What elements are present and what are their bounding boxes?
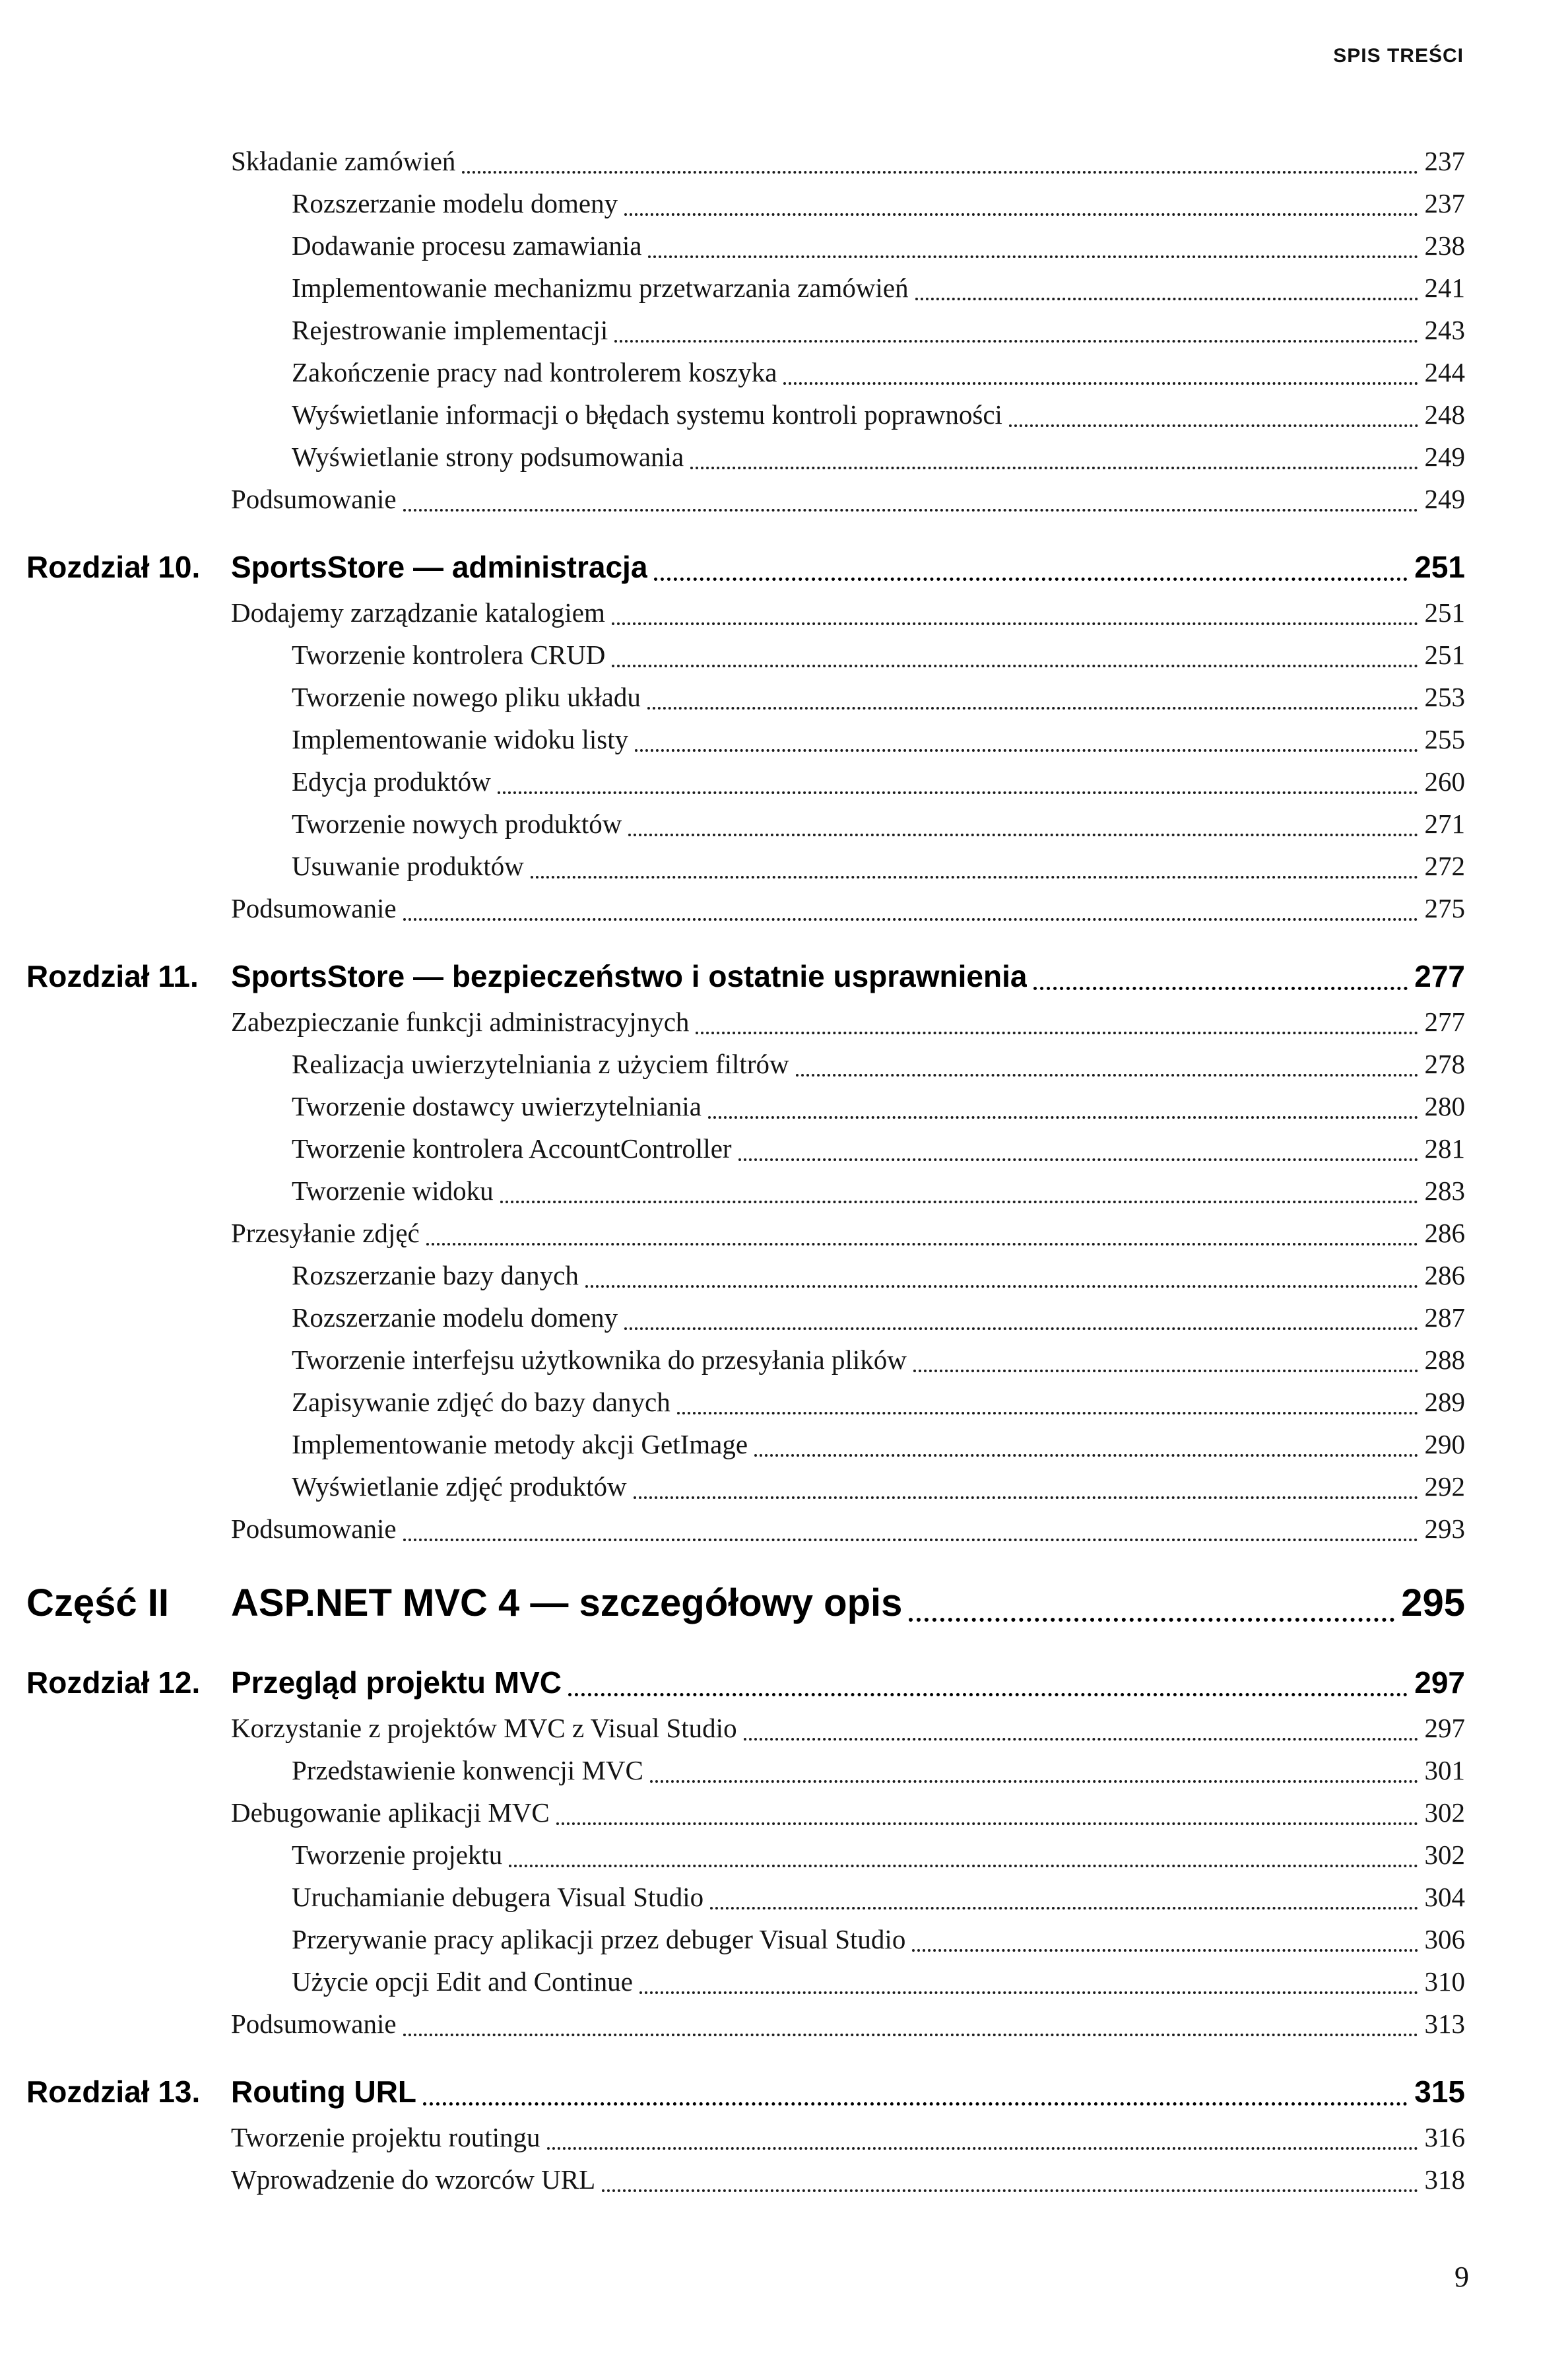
page-number: 271	[1424, 809, 1465, 839]
entry-title: Tworzenie interfejsu użytkownika do przesyłania plików	[292, 1345, 907, 1375]
entry-title: Przedstawienie konwencji MVC	[292, 1755, 643, 1785]
toc-entry	[231, 351, 1465, 393]
dot-leader	[708, 1116, 1418, 1119]
toc-entry	[231, 634, 1465, 676]
entry-title: Implementowanie mechanizmu przetwarzania zamówień	[292, 273, 909, 303]
entry-title: Użycie opcji Edit and Continue	[292, 1966, 633, 1997]
page-number: 260	[1424, 766, 1465, 797]
page-number: 251	[1424, 597, 1465, 628]
toc	[26, 140, 1465, 2201]
page-number: 278	[1424, 1049, 1465, 1079]
toc-entry	[231, 1043, 1465, 1085]
entry-title: Tworzenie widoku	[292, 1176, 494, 1206]
entry-title: Podsumowanie	[231, 893, 397, 923]
toc-entry	[231, 140, 1465, 182]
running-head: SPIS TREŚCI	[1333, 45, 1464, 67]
dot-leader	[403, 918, 1418, 921]
page-number: 277	[1414, 959, 1465, 993]
dot-leader	[639, 1991, 1418, 1994]
chapter-heading	[26, 952, 1465, 1001]
dot-leader	[634, 1496, 1418, 1499]
page-number: 248	[1424, 399, 1465, 430]
page-number: 304	[1424, 1882, 1465, 1912]
toc-entry	[231, 1001, 1465, 1043]
dot-leader	[403, 1539, 1418, 1541]
page-number: 237	[1424, 146, 1465, 176]
entry-title: Implementowanie widoku listy	[292, 724, 629, 754]
toc-entry	[231, 436, 1465, 478]
page-number: 237	[1424, 188, 1465, 218]
dot-leader	[1009, 424, 1418, 427]
dot-leader	[635, 749, 1418, 752]
dot-leader	[754, 1454, 1418, 1457]
dot-leader	[913, 1370, 1418, 1372]
dot-leader	[677, 1412, 1418, 1414]
page-number: 288	[1424, 1345, 1465, 1375]
toc-entry	[231, 1707, 1465, 1749]
page-number: 251	[1414, 550, 1465, 584]
dot-leader	[556, 1822, 1418, 1825]
page-number: 283	[1424, 1176, 1465, 1206]
page-number: 302	[1424, 1797, 1465, 1828]
dot-leader	[650, 1780, 1418, 1783]
chapter-title: Routing URL	[231, 2075, 417, 2109]
dot-leader	[648, 255, 1418, 258]
chapter-title: Przegląd projektu MVC	[231, 1665, 562, 1700]
entry-title: Podsumowanie	[231, 1513, 397, 1544]
chapter-heading	[26, 1658, 1465, 1707]
toc-entry	[231, 478, 1465, 520]
entry-title: Zakończenie pracy nad kontrolerem koszyka	[292, 357, 777, 387]
entry-title: Rozszerzanie modelu domeny	[292, 1302, 618, 1333]
dot-leader	[426, 1243, 1418, 1246]
page-number: 302	[1424, 1840, 1465, 1870]
dot-leader	[690, 467, 1418, 469]
dot-leader	[614, 340, 1418, 343]
page-number: 281	[1424, 1133, 1465, 1164]
toc-entry	[231, 1339, 1465, 1381]
dot-leader	[612, 622, 1418, 625]
page-number: 238	[1424, 230, 1465, 261]
chapter-heading	[26, 543, 1465, 591]
entry-title: Tworzenie nowych produktów	[292, 809, 622, 839]
page-number: 297	[1414, 1665, 1465, 1700]
toc-entry	[231, 267, 1465, 309]
dot-leader	[628, 834, 1418, 836]
dot-leader	[647, 707, 1418, 710]
toc-entry	[231, 1508, 1465, 1550]
chapter-label: Rozdział 11.	[26, 959, 199, 993]
entry-title: Tworzenie projektu routingu	[231, 2122, 540, 2152]
chapter-label: Rozdział 13.	[26, 2075, 201, 2109]
dot-leader	[915, 298, 1418, 300]
page-number: 306	[1424, 1924, 1465, 1954]
toc-entry	[231, 718, 1465, 760]
toc-entry	[231, 591, 1465, 634]
dot-leader	[500, 1201, 1418, 1203]
entry-title: Zabezpieczanie funkcji administracyjnych	[231, 1007, 690, 1037]
toc-entry	[231, 676, 1465, 718]
toc-entry	[231, 1791, 1465, 1834]
entry-title: Wyświetlanie zdjęć produktów	[292, 1471, 627, 1502]
page-number: 277	[1424, 1007, 1465, 1037]
page-number: 275	[1424, 893, 1465, 923]
part-title: ASP.NET MVC 4 — szczegółowy opis	[231, 1581, 903, 1624]
toc-entry	[231, 803, 1465, 845]
toc-entry	[231, 760, 1465, 803]
entry-title: Tworzenie kontrolera AccountController	[292, 1133, 732, 1164]
page-number: 297	[1424, 1713, 1465, 1743]
dot-leader	[568, 1693, 1408, 1696]
dot-leader	[403, 509, 1418, 512]
page-number: 251	[1424, 640, 1465, 670]
toc-entry	[231, 2003, 1465, 2045]
toc-entry	[231, 1465, 1465, 1508]
part-heading	[26, 1571, 1465, 1636]
page-number: 292	[1424, 1471, 1465, 1502]
chapter-title: SportsStore — bezpieczeństwo i ostatnie usprawnienia	[231, 959, 1028, 993]
page-number: 272	[1424, 851, 1465, 881]
entry-title: Wyświetlanie strony podsumowania	[292, 442, 684, 472]
toc-entry	[231, 1085, 1465, 1127]
entry-title: Rejestrowanie implementacji	[292, 315, 608, 345]
dot-leader	[738, 1158, 1418, 1161]
toc-entry	[231, 2116, 1465, 2158]
entry-title: Podsumowanie	[231, 484, 397, 514]
toc-entry	[231, 1212, 1465, 1254]
entry-title: Tworzenie kontrolera CRUD	[292, 640, 606, 670]
entry-title: Realizacja uwierzytelniania z użyciem filtrów	[292, 1049, 789, 1079]
dot-leader	[585, 1285, 1418, 1288]
page-number: 295	[1401, 1581, 1465, 1624]
toc-entry	[231, 393, 1465, 436]
entry-title: Wprowadzenie do wzorców URL	[231, 2164, 596, 2195]
entry-title: Rozszerzanie bazy danych	[292, 1260, 579, 1290]
page-number: 280	[1424, 1091, 1465, 1121]
dot-leader	[912, 1949, 1418, 1952]
page-number: 244	[1424, 357, 1465, 387]
entry-title: Tworzenie projektu	[292, 1840, 503, 1870]
entry-title: Zapisywanie zdjęć do bazy danych	[292, 1387, 670, 1417]
toc-entry	[231, 1876, 1465, 1918]
toc-entry	[231, 224, 1465, 267]
page-number: 249	[1424, 442, 1465, 472]
page-number: 301	[1424, 1755, 1465, 1785]
dot-leader	[744, 1738, 1418, 1741]
dot-leader	[696, 1032, 1418, 1034]
page-number: 310	[1424, 1966, 1465, 1997]
page-number: 243	[1424, 315, 1465, 345]
page-number: 286	[1424, 1260, 1465, 1290]
dot-leader	[796, 1074, 1418, 1077]
dot-leader	[462, 171, 1418, 174]
entry-title: Podsumowanie	[231, 2009, 397, 2039]
chapter-heading	[26, 2067, 1465, 2116]
toc-entry	[231, 1423, 1465, 1465]
entry-title: Wyświetlanie informacji o błędach systemu kontroli poprawności	[292, 399, 1002, 430]
dot-leader	[602, 2189, 1418, 2192]
page-number: 286	[1424, 1218, 1465, 1248]
toc-entry	[231, 1296, 1465, 1339]
toc-entry	[231, 1254, 1465, 1296]
entry-title: Rozszerzanie modelu domeny	[292, 188, 618, 218]
dot-leader	[1033, 987, 1408, 990]
toc-entry	[231, 1834, 1465, 1876]
dot-leader	[547, 2147, 1418, 2150]
dot-leader	[509, 1865, 1418, 1867]
entry-title: Tworzenie dostawcy uwierzytelniania	[292, 1091, 702, 1121]
toc-entry	[231, 309, 1465, 351]
chapter-label: Rozdział 10.	[26, 550, 201, 584]
page-number: 315	[1414, 2075, 1465, 2109]
dot-leader	[624, 1327, 1418, 1330]
page-number: 290	[1424, 1429, 1465, 1459]
dot-leader	[624, 213, 1418, 216]
toc-entry	[231, 887, 1465, 929]
toc-entry	[231, 845, 1465, 887]
toc-entry	[231, 1170, 1465, 1212]
chapter-label: Rozdział 12.	[26, 1665, 201, 1700]
page-number: 318	[1424, 2164, 1465, 2195]
dot-leader	[423, 2102, 1408, 2106]
part-label: Część II	[26, 1581, 169, 1624]
toc-entry	[231, 1918, 1465, 1960]
dot-leader	[612, 665, 1418, 667]
toc-entry	[231, 182, 1465, 224]
dot-leader	[531, 876, 1418, 879]
chapter-title: SportsStore — administracja	[231, 550, 648, 584]
page-number: 253	[1424, 682, 1465, 712]
folio-page-number: 9	[1454, 2261, 1469, 2293]
toc-entry	[231, 2158, 1465, 2201]
page-number: 289	[1424, 1387, 1465, 1417]
toc-entry	[231, 1749, 1465, 1791]
entry-title: Przesyłanie zdjęć	[231, 1218, 420, 1248]
entry-title: Tworzenie nowego pliku układu	[292, 682, 641, 712]
page-number: 316	[1424, 2122, 1465, 2152]
entry-title: Składanie zamówień	[231, 146, 456, 176]
toc-entry	[231, 1127, 1465, 1170]
entry-title: Uruchamianie debugera Visual Studio	[292, 1882, 704, 1912]
dot-leader	[498, 791, 1418, 794]
dot-leader	[403, 2034, 1418, 2036]
entry-title: Przerywanie pracy aplikacji przez debuger Visual Studio	[292, 1924, 906, 1954]
entry-title: Edycja produktów	[292, 766, 491, 797]
page-number: 293	[1424, 1513, 1465, 1544]
page-number: 241	[1424, 273, 1465, 303]
entry-title: Dodawanie procesu zamawiania	[292, 230, 642, 261]
entry-title: Usuwanie produktów	[292, 851, 524, 881]
dot-leader	[654, 578, 1408, 581]
page-number: 249	[1424, 484, 1465, 514]
toc-entry	[231, 1960, 1465, 2003]
page-number: 287	[1424, 1302, 1465, 1333]
dot-leader	[909, 1618, 1394, 1622]
entry-title: Debugowanie aplikacji MVC	[231, 1797, 550, 1828]
entry-title: Korzystanie z projektów MVC z Visual Studio	[231, 1713, 737, 1743]
page-number: 255	[1424, 724, 1465, 754]
dot-leader	[783, 382, 1418, 385]
toc-entry	[231, 1381, 1465, 1423]
entry-title: Implementowanie metody akcji GetImage	[292, 1429, 748, 1459]
entry-title: Dodajemy zarządzanie katalogiem	[231, 597, 605, 628]
page-number: 313	[1424, 2009, 1465, 2039]
dot-leader	[710, 1907, 1418, 1910]
